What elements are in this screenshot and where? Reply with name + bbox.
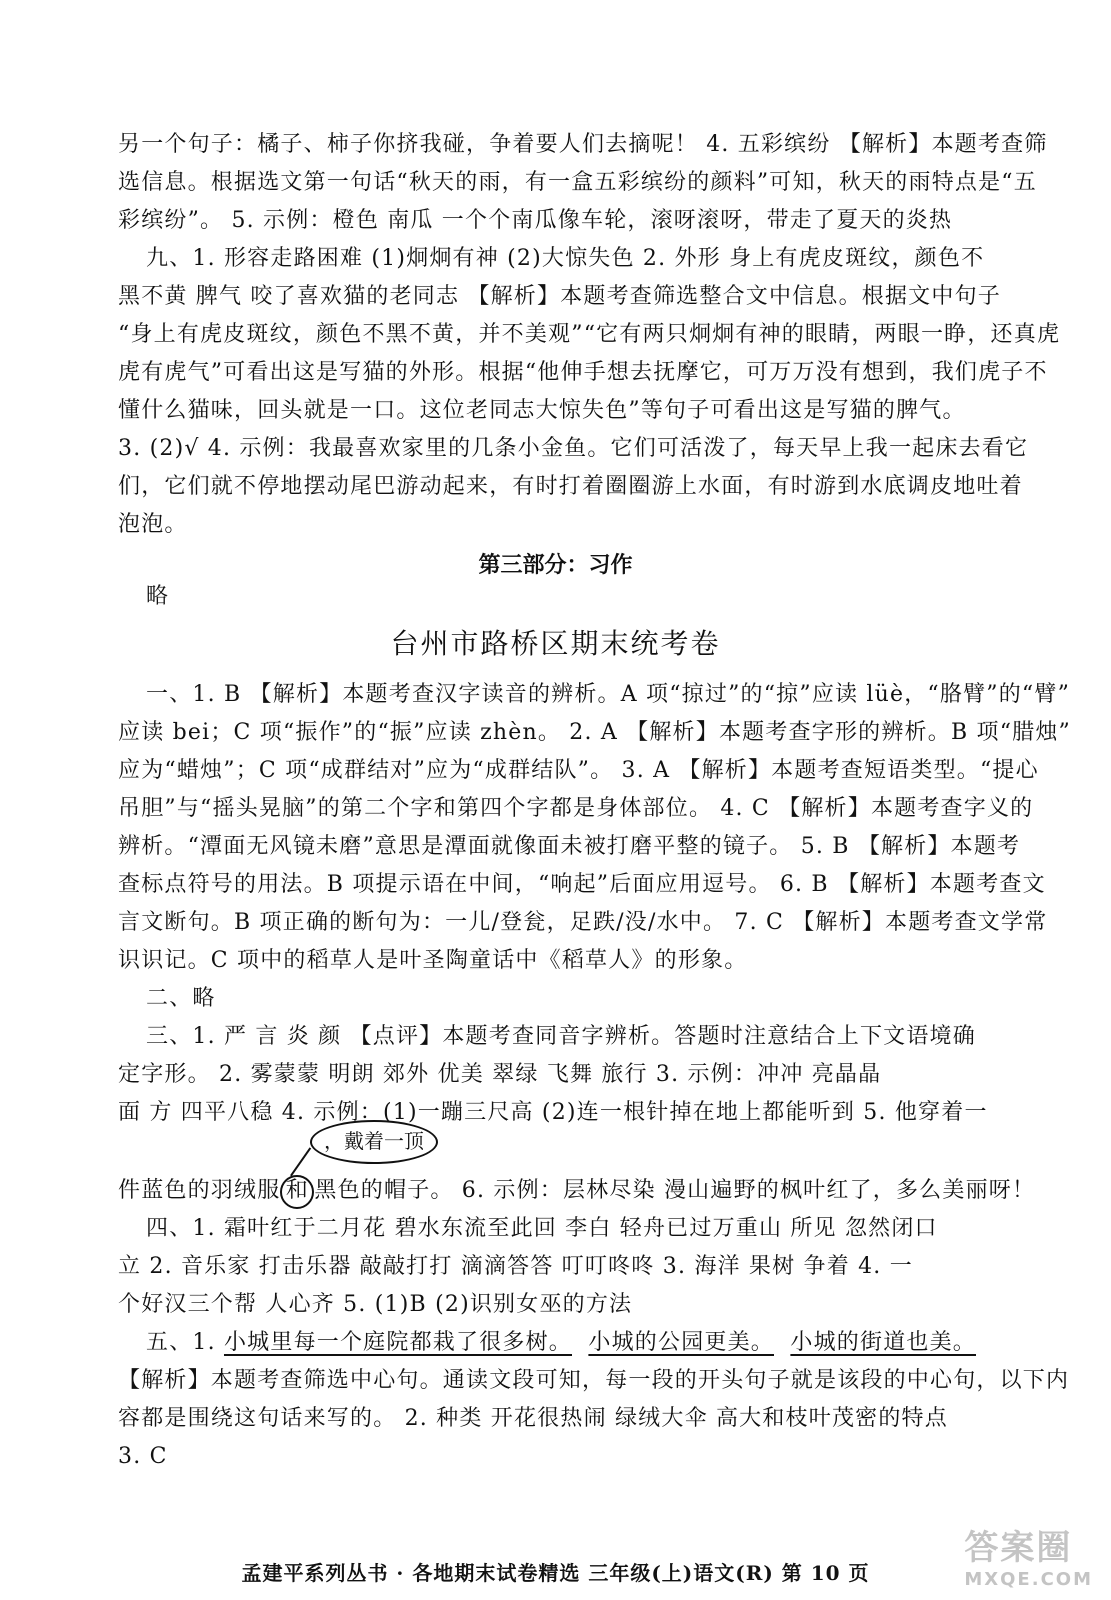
underlined-sentence: 小城的公园更美。 [588,1330,774,1355]
text-line: 查标点符号的用法。B 项提示语在中间，“响起”后面应用逗号。 6. B 【解析】本题考查文 [118,872,1046,897]
text-line: 四、1. 霜叶红于二月花 碧水东流至此回 李白 轻舟已过万重山 所见 忽然闭口 [146,1216,938,1241]
text-line: 彩缤纷”。 5. 示例：橙色 南瓜 一个个南瓜像车轮，滚呀滚呀，带走了夏天的炎热 [118,208,953,233]
text-line-underlined [146,1324,976,1362]
text-line: 定字形。 2. 雾蒙蒙 明朗 郊外 优美 翠绿 飞舞 旅行 3. 示例：冲冲 亮晶晶 [118,1062,882,1087]
text-line: 辨析。“潭面无风镜未磨”意思是潭面就像面未被打磨平整的镜子。 5. B 【解析】本题考 [118,834,1021,859]
text-line: 容都是围绕这句话来写的。 2. 种类 开花很热闹 绿绒大伞 高大和枝叶茂密的特点 [118,1406,948,1431]
text-line: 言文断句。B 项正确的断句为：一儿/登瓮，足跌/没/水中。 7. C 【解析】本题考查文学常 [118,910,1048,935]
text-line: 泡泡。 [118,512,188,537]
underlined-sentence: 小城的街道也美。 [790,1330,976,1355]
text-line: 面 方 四平八稳 4. 示例：(1)一蹦三尺高 (2)连一根针掉在地上都能听到 5. 他穿着一 [118,1100,988,1125]
text-line: 【解析】本题考查筛选中心句。通读文段可知，每一段的开头句子就是该段的中心句，以下内 [118,1368,1070,1393]
exam-title: 台州市路桥区期末统考卷 [390,627,721,660]
text-line: 识识记。C 项中的稻草人是叶圣陶童话中《稻草人》的形象。 [118,948,748,973]
text-line: 一、1. B 【解析】本题考查汉字读音的辨析。A 项“掠过”的“掠”应读 lüè，“胳臂”的“臂” [146,682,1071,707]
edited-line-after: 黑色的帽子。 6. 示例：层林尽染 漫山遍野的枫叶红了，多么美丽呀！ [314,1178,1036,1203]
text-line: 们，它们就不停地摆动尾巴游动起来，有时打着圈圈游上水面，有时游到水底调皮地吐着 [118,474,1023,499]
watermark-bottom: MXQE.COM [964,1569,1093,1590]
text-line: 吊胆”与“摇头晃脑”的第二个字和第四个字都是身体部位。 4. C 【解析】本题考查字义的 [118,796,1034,821]
text-line: 应读 bei；C 项“振作”的“振”应读 zhèn。 2. A 【解析】本题考查字形的辨析。B 项“腊烛” [118,720,1072,745]
text-line: 立 2. 音乐家 打击乐器 敲敲打打 滴滴答答 叮叮咚咚 3. 海洋 果树 争着 4. 一 [118,1254,913,1279]
watermark-top: 答案圈 [964,1528,1073,1568]
section-title: 第三部分：习作 [478,552,633,578]
text-line: 另一个句子：橘子、柿子你挤我碰，争着要人们去摘呢！ 4. 五彩缤纷 【解析】本题考查筛 [118,132,1048,157]
text-line: 个好汉三个帮 人心齐 5. (1)B (2)识别女巫的方法 [118,1292,633,1317]
text-line: “身上有虎皮斑纹，颜色不黑不黄，并不美观”“它有两只炯炯有神的眼睛，两眼一睁，还真虎 [118,322,1061,347]
text-line: 懂什么猫味，回头就是一口。这位老同志大惊失色”等句子可看出这是写猫的脾气。 [118,398,966,423]
text-line: 三、1. 严 言 炎 颜 【点评】本题考查同音字辨析。答题时注意结合上下文语境确 [146,1024,976,1049]
underlined-sentence: 小城里每一个庭院都栽了很多树。 [223,1330,572,1355]
line-prefix: 五、1. [146,1330,224,1355]
insertion-bubble: ，戴着一顶 [310,1120,438,1164]
text-line: 九、1. 形容走路困难 (1)炯炯有神 (2)大惊失色 2. 外形 身上有虎皮斑纹，颜色不 [146,246,985,271]
text-line: 虎有虎气”可看出这是写猫的外形。根据“他伸手想去抚摩它，可万万没有想到，我们虎子不 [118,360,1048,385]
edited-line [118,1172,1035,1210]
edited-line-before: 件蓝色的羽绒服 [118,1178,281,1203]
text-line: 3. (2)√ 4. 示例：我最喜欢家里的几条小金鱼。它们可活泼了，每天早上我一起床去看它 [118,436,1029,461]
text-line: 应为“蜡烛”；C 项“成群结对”应为“成群结队”。 3. A 【解析】本题考查短语类型。“提心 [118,758,1039,783]
watermark-logo [964,1520,1093,1590]
page-footer: 孟建平系列丛书 · 各地期末试卷精选 三年级(上)语文(R) 第 10 页 [241,1561,870,1585]
text-line: 3. C [118,1444,168,1469]
text-line: 二、略 [146,986,216,1011]
section-body: 略 [146,584,170,609]
text-line: 选信息。根据选文第一句话“秋天的雨，有一盒五彩缤纷的颜料”可知，秋天的雨特点是“五 [118,170,1037,195]
circled-character: 和 [280,1175,314,1209]
text-line: 黑不黄 脾气 咬了喜欢猫的老同志 【解析】本题考查筛选整合文中信息。根据文中句子 [118,284,1001,309]
